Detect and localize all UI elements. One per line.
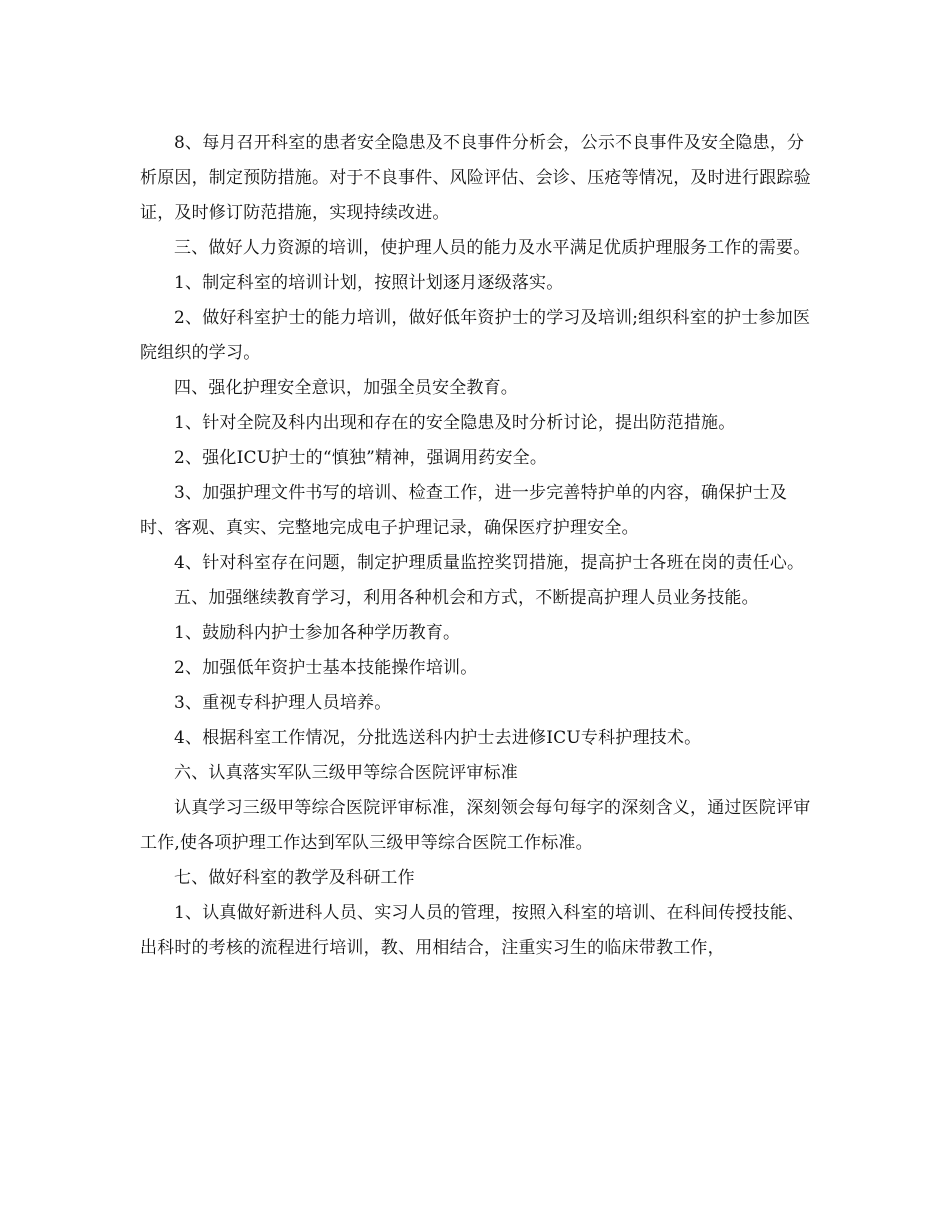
paragraph-item-1-degree-education: 1、鼓励科内护士参加各种学历教育。 bbox=[174, 623, 461, 643]
paragraph-item-3-specialist: 3、重视专科护理人员培养。 bbox=[174, 693, 392, 713]
paragraph-item-3-records: 3、加强护理文件书写的培训、检查工作，进一步完善特护单的内容，确保护士及时、客观、真实、完整地完成电子护理记录，确保医疗护理安全。 bbox=[140, 483, 788, 538]
paragraph-item-2-nurse-training: 2、做好科室护士的能力培训，做好低年资护士的学习及培训;组织科室的护士参加医院组织的学习。 bbox=[140, 308, 811, 363]
paragraph-item-1-intern-management: 1、认真做好新进科人员、实习人员的管理，按照入科室的培训、在科间传授技能、出科时的考核的流程进行培训，教、用相结合，注重实习生的临床带教工作， bbox=[140, 903, 805, 958]
paragraph-item-8-adverse-events: 8、每月召开科室的患者安全隐患及不良事件分析会，公示不良事件及安全隐患，分析原因，制定预防措施。对于不良事件、风险评估、会诊、压疮等情况，及时进行跟踪验证，及时修订防范措施，实现持续改进。 bbox=[140, 133, 811, 223]
section-heading-7-teaching: 七、做好科室的教学及科研工作 bbox=[174, 868, 415, 888]
paragraph-item-1-training-plan: 1、制定科室的培训计划，按照计划逐月逐级落实。 bbox=[174, 273, 564, 293]
paragraph-item-2-icu-spirit: 2、强化ICU护士的“慎独”精神，强调用药安全。 bbox=[174, 448, 548, 468]
paragraph-item-4-icu-study: 4、根据科室工作情况，分批选送科内护士去进修ICU专科护理技术。 bbox=[174, 728, 702, 748]
section-heading-6-standards: 六、认真落实军队三级甲等综合医院评审标准 bbox=[174, 763, 518, 783]
document-body bbox=[140, 126, 820, 966]
paragraph-item-4-quality-control: 4、针对科室存在问题，制定护理质量监控奖罚措施，提高护士各班在岗的责任心。 bbox=[174, 553, 805, 573]
paragraph-item-1-hazard-analysis: 1、针对全院及科内出现和存在的安全隐患及时分析讨论，提出防范措施。 bbox=[174, 413, 736, 433]
section-heading-3-training: 三、做好人力资源的培训，使护理人员的能力及水平满足优质护理服务工作的需要。 bbox=[174, 238, 811, 258]
section-heading-5-education: 五、加强继续教育学习，利用各种机会和方式，不断提高护理人员业务技能。 bbox=[174, 588, 759, 608]
paragraph-standards-study: 认真学习三级甲等综合医院评审标准，深刻领会每句每字的深刻含义，通过医院评审工作,使各项护理工作达到军队三级甲等综合医院工作标准。 bbox=[140, 798, 811, 853]
paragraph-item-2-skill-training: 2、加强低年资护士基本技能操作培训。 bbox=[174, 658, 478, 678]
section-heading-4-safety: 四、强化护理安全意识，加强全员安全教育。 bbox=[174, 378, 518, 398]
